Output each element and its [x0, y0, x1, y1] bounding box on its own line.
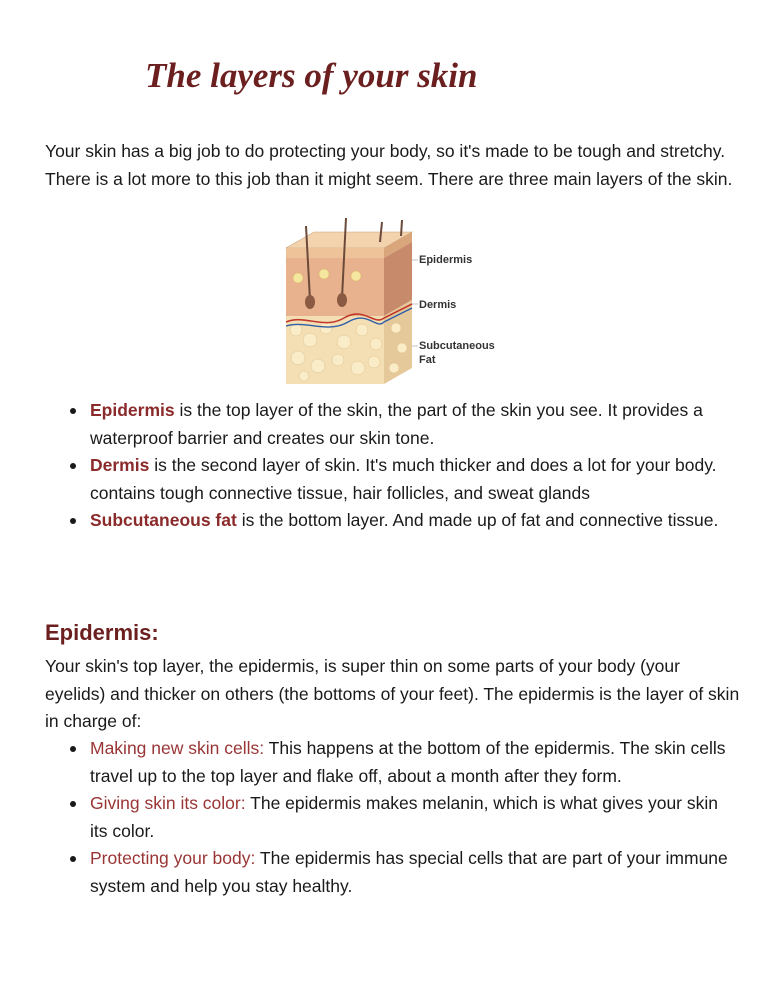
layers-list	[70, 397, 740, 535]
term-subcutaneous-fat: Subcutaneous fat	[90, 510, 237, 530]
term-dermis: Dermis	[90, 455, 150, 475]
label-subcutaneous: Subcutaneous	[419, 340, 495, 352]
list-item	[70, 452, 740, 507]
item-text: The epidermis has special cells that are part of your immune system and help you stay healthy.	[90, 848, 728, 896]
item-text: The epidermis makes melanin, which is what gives your skin its color.	[90, 793, 718, 841]
term-protecting-body: Protecting your body:	[90, 848, 256, 868]
item-text: is the top layer of the skin, the part of the skin you see. It provides a waterproof barrier and creates our skin tone.	[90, 400, 703, 448]
term-epidermis: Epidermis	[90, 400, 175, 420]
section-heading-epidermis: Epidermis:	[45, 620, 159, 645]
label-epidermis: Epidermis	[419, 254, 473, 266]
label-dermis: Dermis	[419, 299, 457, 311]
epidermis-functions-list	[70, 735, 740, 900]
list-item	[70, 845, 740, 900]
term-new-skin-cells: Making new skin cells:	[90, 738, 265, 758]
skin-layers-illustration	[284, 218, 520, 390]
list-item	[70, 397, 740, 452]
intro-paragraph: Your skin has a big job to do protecting your body, so it's made to be tough and stretchy. There is a lot more to this job than it might seem. There are three main layers of the skin.	[45, 141, 733, 189]
item-text: is the bottom layer. And made up of fat and connective tissue.	[236, 510, 719, 530]
term-skin-color: Giving skin its color:	[90, 793, 246, 813]
item-text: is the second layer of skin. It's much thicker and does a lot for your body. contains tough connective tissue, hair follicles, and sweat glands	[90, 455, 717, 503]
label-fat: Fat	[419, 354, 436, 366]
list-item	[70, 790, 740, 845]
epidermis-paragraph: Your skin's top layer, the epidermis, is super thin on some parts of your body (your eyelids) and thicker on others (the bottoms of your feet). The epidermis is the layer of skin in charge of:	[45, 656, 740, 731]
item-text: This happens at the bottom of the epidermis. The skin cells travel up to the top layer and flake off, about a month after they form.	[90, 738, 726, 786]
list-item	[70, 735, 740, 790]
page-title: The layers of your skin	[145, 56, 478, 95]
list-item	[70, 507, 740, 535]
